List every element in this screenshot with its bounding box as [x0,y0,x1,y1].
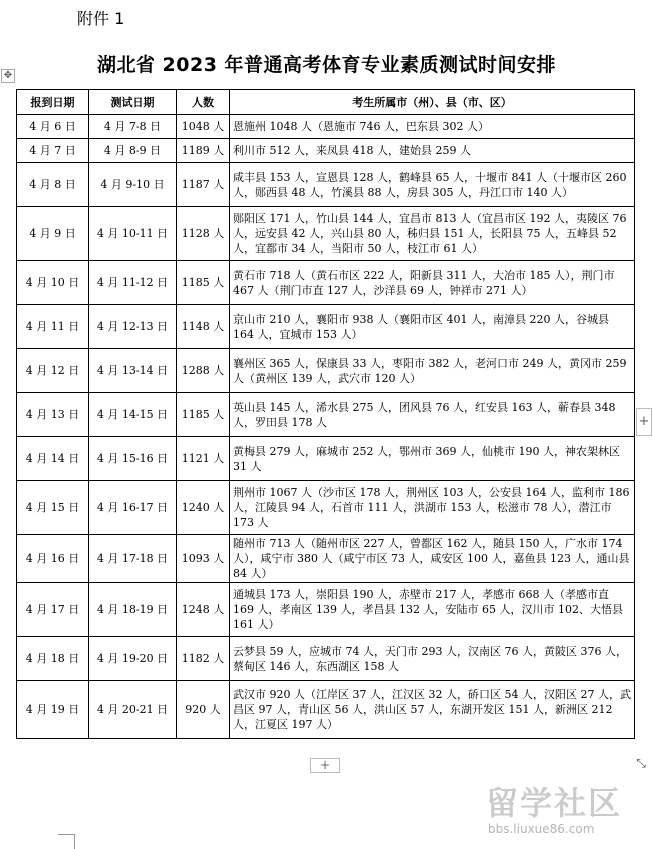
cell-test-date: 4 月 14-15 日 [89,393,177,437]
cell-regions: 武汉市 920 人（江岸区 37 人，江汉区 32 人，硚口区 54 人，汉阳区 27 人，武昌区 97 人，青山区 56 人，洪山区 57 人，东湖开发区 151 人，新洲区 212 人，江夏区 197 人） [230,681,635,739]
cell-report-date: 4 月 19 日 [17,681,89,739]
cell-report-date: 4 月 14 日 [17,437,89,481]
cell-regions: 京山市 210 人，襄阳市 938 人（襄阳市区 401 人，南漳县 220 人，谷城县 164 人，宜城市 153 人） [230,305,635,349]
cell-test-date: 4 月 8-9 日 [89,139,177,163]
cell-count: 1182 人 [177,637,230,681]
cell-test-date: 4 月 16-17 日 [89,481,177,535]
annex-label: 附件 1 [77,9,125,28]
cell-report-date: 4 月 16 日 [17,535,89,583]
cell-test-date: 4 月 19-20 日 [89,637,177,681]
cell-count: 1185 人 [177,261,230,305]
cell-report-date: 4 月 13 日 [17,393,89,437]
cell-count: 1240 人 [177,481,230,535]
cell-regions: 随州市 713 人（随州市区 227 人，曾都区 162 人，随县 150 人，广水市 174 人），咸宁市 380 人（咸宁市区 73 人，咸安区 100 人，嘉鱼县 123 人，通山县 84 人） [230,535,635,583]
cell-report-date: 4 月 11 日 [17,305,89,349]
cell-report-date: 4 月 8 日 [17,163,89,207]
cell-regions: 黄梅县 279 人，麻城市 252 人，鄂州市 369 人，仙桃市 190 人，神农架林区 31 人 [230,437,635,481]
table-row [17,261,635,305]
table-row [17,349,635,393]
table-move-handle-icon[interactable]: ✥ [1,69,15,83]
add-row-button[interactable]: + [310,758,340,773]
cell-test-date: 4 月 13-14 日 [89,349,177,393]
table-row [17,535,635,583]
cell-report-date: 4 月 7 日 [17,139,89,163]
cell-report-date: 4 月 17 日 [17,583,89,637]
cell-regions: 咸丰县 153 人，宣恩县 128 人，鹤峰县 65 人，十堰市 841 人（十堰市区 260 人，郧西县 48 人，竹溪县 88 人，房县 305 人，丹江口市 140 人） [230,163,635,207]
schedule-table [16,89,635,739]
cell-test-date: 4 月 7-8 日 [89,115,177,139]
cell-test-date: 4 月 20-21 日 [89,681,177,739]
cell-report-date: 4 月 6 日 [17,115,89,139]
header-regions: 考生所属市（州）、县（市、区） [230,90,635,115]
cell-regions: 襄州区 365 人，保康县 33 人，枣阳市 382 人，老河口市 249 人，黄冈市 259 人（黄州区 139 人，武穴市 120 人） [230,349,635,393]
cell-test-date: 4 月 15-16 日 [89,437,177,481]
table-row [17,305,635,349]
cell-report-date: 4 月 12 日 [17,349,89,393]
watermark-url: bbs.liuxue86.com [488,822,595,836]
cell-test-date: 4 月 9-10 日 [89,163,177,207]
table-row [17,139,635,163]
cell-count: 920 人 [177,681,230,739]
cell-count: 1093 人 [177,535,230,583]
cell-count: 1121 人 [177,437,230,481]
cell-test-date: 4 月 18-19 日 [89,583,177,637]
header-count: 人数 [177,90,230,115]
cell-regions: 云梦县 59 人，应城市 74 人，天门市 293 人，汉南区 76 人，黄陂区 376 人，蔡甸区 146 人，东西湖区 158 人 [230,637,635,681]
cell-report-date: 4 月 10 日 [17,261,89,305]
cell-count: 1185 人 [177,393,230,437]
cell-test-date: 4 月 17-18 日 [89,535,177,583]
table-row [17,583,635,637]
cell-count: 1248 人 [177,583,230,637]
cell-regions: 恩施州 1048 人（恩施市 746 人，巴东县 302 人） [230,115,635,139]
cell-test-date: 4 月 12-13 日 [89,305,177,349]
cell-count: 1128 人 [177,207,230,261]
cell-count: 1189 人 [177,139,230,163]
cell-count: 1148 人 [177,305,230,349]
table-resize-handle-icon[interactable]: ⤡ [636,756,646,770]
document-title: 湖北省 2023 年普通高考体育专业素质测试时间安排 [96,54,557,76]
cell-regions: 利川市 512 人，来凤县 418 人，建始县 259 人 [230,139,635,163]
header-report-date: 报到日期 [17,90,89,115]
table-row [17,437,635,481]
table-row [17,393,635,437]
table-body [17,115,635,739]
cell-report-date: 4 月 9 日 [17,207,89,261]
watermark-text: 留学社区 [486,784,623,822]
table-row [17,481,635,535]
cell-test-date: 4 月 11-12 日 [89,261,177,305]
header-test-date: 测试日期 [89,90,177,115]
table-row [17,115,635,139]
cell-count: 1288 人 [177,349,230,393]
table-row [17,163,635,207]
cell-regions: 荆州市 1067 人（沙市区 178 人，荆州区 103 人，公安县 164 人，监利市 186 人，江陵县 94 人，石首市 111 人，洪湖市 153 人，松滋市 78 人），潜江市 173 人 [230,481,635,535]
cell-regions: 郧阳区 171 人，竹山县 144 人，宜昌市 813 人（宜昌市区 192 人，夷陵区 76 人，远安县 42 人，兴山县 80 人，秭归县 151 人，长阳县 75 人，五峰县 52 人，宜都市 34 人，当阳市 50 人，枝江市 61 人） [230,207,635,261]
watermark [478,778,648,844]
cell-regions: 通城县 173 人，崇阳县 190 人，赤壁市 217 人，孝感市 668 人（孝感市直 169 人，孝南区 139 人，孝昌县 132 人，安陆市 65 人，汉川市 102、大悟县 161 人） [230,583,635,637]
add-column-button[interactable]: + [636,408,652,436]
cell-regions: 英山县 145 人，浠水县 275 人，团风县 76 人，红安县 163 人，蕲春县 348 人，罗田县 178 人 [230,393,635,437]
table-row [17,207,635,261]
cell-report-date: 4 月 18 日 [17,637,89,681]
table-row [17,681,635,739]
cell-regions: 黄石市 718 人（黄石市区 222 人，阳新县 311 人，大冶市 185 人），荆门市 467 人（荆门市直 127 人，沙洋县 69 人，钟祥市 271 人） [230,261,635,305]
page-corner-mark [58,834,75,849]
cell-count: 1187 人 [177,163,230,207]
table-row [17,637,635,681]
cell-count: 1048 人 [177,115,230,139]
cell-test-date: 4 月 10-11 日 [89,207,177,261]
table-header-row [17,90,635,115]
cell-report-date: 4 月 15 日 [17,481,89,535]
